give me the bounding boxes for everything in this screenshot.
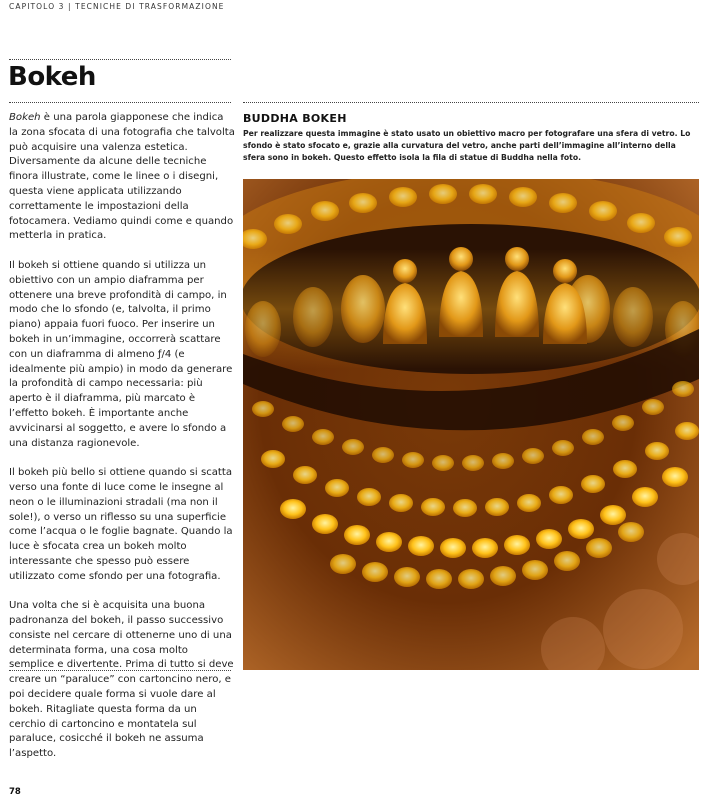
divider-title-left <box>9 102 231 103</box>
article-body <box>9 111 235 777</box>
paragraph-4: Una volta che si è acquisita una buona padronanza del bokeh, il passo successivo consiste nel cercare di ottenerne uno di una determinata forma, una cosa molto semplice e divertente. Prima di tutto si deve creare un “paraluce” con cartoncino nero, e poi decidere quale forma si vuole dare al bokeh. Ritagliate questa forma da un cerchio di cartoncino e montatela sul paraluce, cosicché il bokeh ne assuma l’aspetto. <box>9 600 234 760</box>
divider-top-left <box>9 59 231 60</box>
paragraph-1-text: è una parola giapponese che indica la zona sfocata di una fotografia che talvolta può acquisire una valenza estetica. Diversamente da alcune delle tecniche finora illustrate, come le linee o i disegni, questa viene applicata utilizzando correttamente le impostazioni della fotocamera. Vediamo quindi come e quando metterla in pratica. <box>9 112 235 242</box>
paragraph-1 <box>9 111 235 244</box>
intro-term: Bokeh <box>9 112 41 123</box>
paragraph-2: Il bokeh si ottiene quando si utilizza un obiettivo con un ampio diaframma per ottenere una breve profondità di campo, in modo che lo sfondo (e, talvolta, il primo piano) appaia fuori fuoco. Per inserire un bokeh in un’immagine, occorrerà scattare con un diaframma di almeno ƒ/4 (e idealmente più ampio) in modo da generare la profondità di campo necessaria: più aperto è il diaframma, più marcato è l’effetto bokeh. È importante anche avvicinarsi al soggetto, e avere lo sfondo a una distanza ragionevole. <box>9 259 233 449</box>
divider-bottom-left <box>9 670 231 671</box>
paragraph-3: Il bokeh più bello si ottiene quando si scatta verso una fonte di luce come le insegne al neon o le illuminazioni stradali (ma non il sole!), o verso un riflesso su una superficie come l’acqua o le foglie bagnate. Quando la luce è sfocata crea un bokeh molto interessante che spesso può essere utilizzato come sfondo per una fotografia. <box>9 467 233 582</box>
caption-text: Per realizzare questa immagine è stato usato un obiettivo macro per fotografare una sfera di vetro. Lo sfondo è stato sfocato e, grazie alla curvatura del vetro, anche parti dell’immagine all’interno della sfera sono in bokeh. Questo effetto isola la fila di statue di Buddha nella foto. <box>243 129 691 163</box>
divider-title-right <box>243 102 699 103</box>
buddha-bokeh-photo <box>243 179 699 670</box>
page-number: 78 <box>9 787 21 797</box>
chapter-header: CAPITOLO 3 | TECNICHE DI TRASFORMAZIONE <box>9 2 225 11</box>
caption-title: BUDDHA BOKEH <box>243 112 347 125</box>
article-title: Bokeh <box>8 62 96 92</box>
